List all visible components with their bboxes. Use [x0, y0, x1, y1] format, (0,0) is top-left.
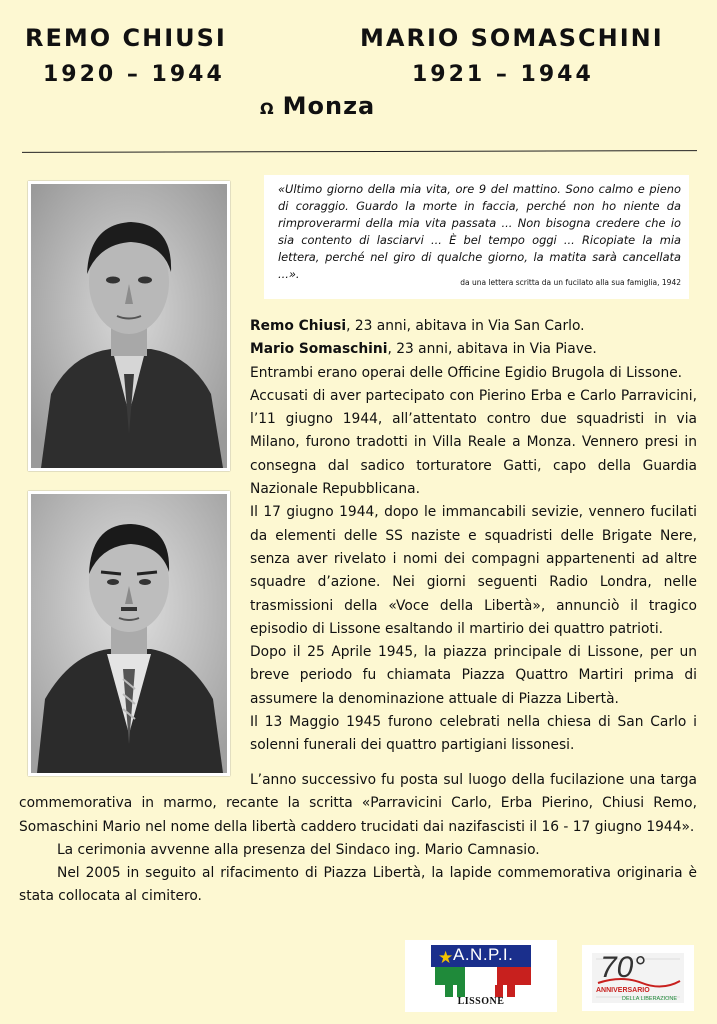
- bio-remo-details: , 23 anni, abitava in Via San Carlo.: [346, 318, 585, 334]
- place-name: Monza: [282, 92, 376, 120]
- bio-paragraph: Entrambi erano operai delle Officine Egidio Brugola di Lissone.: [250, 364, 683, 381]
- years-mario-somaschini: 1921 – 1944: [412, 62, 594, 87]
- bio-paragraph: Il 13 Maggio 1945 furono celebrati nella chiesa di San Carlo i solenni funerali dei quattro partigiani lissonesi.: [250, 714, 697, 754]
- biography-full-width: [19, 769, 697, 909]
- portrait-mario-somaschini: [28, 491, 230, 776]
- portrait-remo-chiusi: [28, 181, 230, 471]
- anniversary-number: 70°: [600, 951, 646, 984]
- bio-paragraph: Accusati di aver partecipato con Pierino Erba e Carlo Parravicini, l’11 giugno 1944, all’attentato contro due squadristi in via Milano, furono tradotti in Villa Reale a Monza. Vennero presi in consegna dal sadico torturatore Gatti, capo della Guardia Nazionale Repubblicana.: [250, 387, 697, 498]
- anpi-lissone-logo: [405, 940, 557, 1012]
- bio-mario: [250, 338, 697, 361]
- bio-paragraph: Il 17 giugno 1944, dopo le immancabili sevizie, vennero fucilati da elementi delle SS naziste e squadristi delle Brigate Nere, senza aver rivelato i nomi dei compagni appartenenti ad altre squadre d’azione. Nei giorni seguenti Radio Londra, nelle trasmissioni della «Voce della Libertà», annunciò il tragico episodio di Lissone esaltando il martirio dei quattro patrioti.: [250, 504, 697, 637]
- name-remo-chiusi: REMO CHIUSI: [25, 24, 227, 52]
- bio-paragraph: Nel 2005 in seguito al rifacimento di Piazza Libertà, la lapide commemorativa originaria è stata collocata al cimitero.: [19, 865, 697, 905]
- omega-symbol: Ω: [260, 99, 275, 118]
- quote-source: da una lettera scritta da un fucilato alla sua famiglia, 1942: [460, 278, 681, 287]
- quote-text: «Ultimo giorno della mia vita, ore 9 del mattino. Sono calmo e pieno di coraggio. Guardo la morte in faccia, perché non ho niente da rimproverarmi della mia vita passata ... Non bisogna credere che io sia contento di lasciarvi ... È bel tempo oggi ... Ricopiate la mia lettera, perché nel giro di qualche giorno, la matita sarà cancellata ...».: [278, 182, 681, 281]
- anpi-city: LISSONE: [457, 996, 505, 1007]
- biography-column: [250, 315, 697, 758]
- anniversary-logo: [582, 945, 694, 1011]
- bio-paragraph: L’anno successivo fu posta sul luogo della fucilazione una targa commemorativa in marmo, recante la scritta «Parravicini Carlo, Erba Pierino, Chiusi Remo, Somaschini Mario nel nome della libertà caddero trucidati dai nazifascisti il 16 - 17 giugno 1944».: [19, 772, 697, 835]
- years-remo-chiusi: 1920 – 1944: [43, 62, 225, 87]
- anpi-text: A.N.P.I.: [453, 945, 514, 964]
- bio-remo: [250, 315, 697, 338]
- bio-paragraph: La cerimonia avvenne alla presenza del Sindaco ing. Mario Camnasio.: [57, 841, 540, 858]
- name-mario-somaschini: MARIO SOMASCHINI: [360, 24, 664, 52]
- header-divider: [22, 150, 697, 153]
- anniversary-subtitle: DELLA LIBERAZIONE: [622, 996, 678, 1002]
- death-place: [260, 92, 375, 120]
- svg-text:★: ★: [438, 948, 454, 967]
- anniversary-label: ANNIVERSARIO: [596, 987, 650, 994]
- bio-remo-name: Remo Chiusi: [250, 318, 347, 334]
- quote-box: [264, 175, 689, 299]
- bio-mario-details: , 23 anni, abitava in Via Piave.: [387, 341, 597, 358]
- bio-mario-name: Mario Somaschini: [250, 341, 388, 358]
- bio-paragraph: Dopo il 25 Aprile 1945, la piazza principale di Lissone, per un breve periodo fu chiamata Piazza Quattro Martiri prima di assumere la denominazione attuale di Piazza Libertà.: [250, 644, 697, 707]
